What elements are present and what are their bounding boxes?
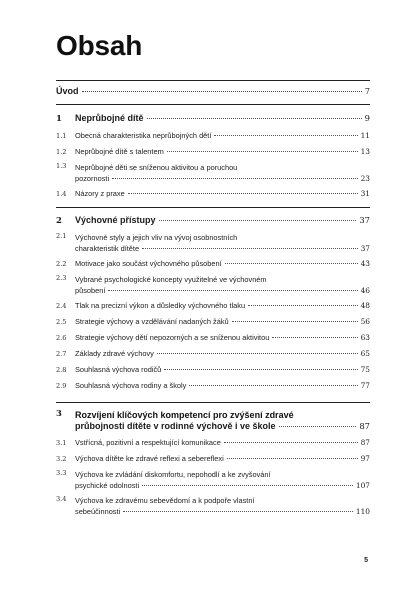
toc-section[interactable]	[56, 130, 370, 142]
toc-page-number: 48	[360, 301, 370, 310]
section-number: 2.6	[56, 334, 67, 342]
toc-section[interactable]	[56, 364, 370, 376]
toc-chapter-heading[interactable]	[56, 214, 370, 227]
section-title: Souhlasná výchova rodičů	[75, 365, 162, 374]
section-title: Tlak na precizní výkon a důsledky výchovného tlaku	[75, 301, 246, 310]
toc-page-number: 56	[360, 317, 370, 326]
section-title: Výchova ke zvládání diskomfortu, nepohodlí a ke zvyšování	[75, 470, 271, 479]
toc-section[interactable]	[56, 332, 370, 344]
chapter-title: Rozvíjení klíčových kompetencí pro zvýšení zdravé	[75, 410, 294, 420]
toc-chapter-heading[interactable]	[56, 409, 370, 432]
section-number: 2.5	[56, 318, 67, 326]
section-title-cont: psychické odolnosti	[75, 481, 140, 490]
toc-page-number: 13	[360, 147, 370, 156]
chapter-title-cont: průbojnosti dítěte v rodinné výchově i ve škole	[75, 421, 276, 431]
toc-chapter-2	[56, 214, 370, 396]
toc-section[interactable]	[56, 274, 370, 296]
section-title: Základy zdravé výchovy	[75, 349, 154, 358]
section-title: Názory z praxe	[75, 189, 125, 198]
toc-page-number: 65	[360, 349, 370, 358]
divider	[56, 104, 370, 105]
section-number: 3.1	[56, 439, 67, 447]
chapter-number: 3	[56, 409, 62, 419]
dot-leader	[159, 220, 357, 221]
toc-page-number: 87	[359, 421, 370, 431]
toc-page-number: 46	[360, 286, 370, 295]
section-number: 2.3	[56, 274, 67, 282]
divider	[56, 402, 370, 403]
toc-page-number: 107	[355, 481, 370, 490]
dot-leader	[248, 305, 358, 306]
toc-section[interactable]	[56, 495, 370, 517]
section-number: 2.2	[56, 260, 67, 268]
toc-page-number: 77	[360, 381, 370, 390]
section-title: Motivace jako součást výchovného působení	[75, 259, 222, 268]
dot-leader	[224, 442, 358, 443]
section-title: Strategie výchovy dětí nepozorných a se sníženou aktivitou	[75, 333, 270, 342]
dot-leader	[225, 263, 358, 264]
toc-section[interactable]	[56, 437, 370, 449]
toc-section[interactable]	[56, 258, 370, 270]
toc-page-number: 87	[360, 438, 370, 447]
toc-section[interactable]	[56, 316, 370, 328]
toc-page-number: 37	[359, 215, 370, 225]
section-number: 1.4	[56, 190, 67, 198]
dot-leader	[272, 337, 357, 338]
section-title: Neprůbojné děti se sníženou aktivitou a poruchou	[75, 163, 238, 172]
dot-leader	[112, 178, 357, 179]
toc-page-number: 63	[360, 333, 370, 342]
dot-leader	[214, 135, 357, 136]
toc-section[interactable]	[56, 162, 370, 184]
chapter-title: Neprůbojné dítě	[75, 113, 144, 123]
toc-page-number: 31	[360, 189, 370, 198]
chapter-title: Výchovné přístupy	[75, 215, 156, 225]
toc-section[interactable]	[56, 469, 370, 491]
toc-section[interactable]	[56, 232, 370, 254]
toc-entry-intro[interactable]	[56, 86, 370, 96]
section-number: 2.4	[56, 302, 67, 310]
divider	[56, 207, 370, 208]
toc-page-number: 7	[364, 87, 370, 96]
dot-leader	[232, 321, 358, 322]
toc-entry-title: Úvod	[56, 86, 79, 96]
section-title: Strategie výchovy a vzdělávání nadaných žáků	[75, 317, 229, 326]
section-title: Vybrané psychologické koncepty využitelné ve výchovném	[75, 275, 267, 284]
divider	[56, 80, 370, 81]
page-title: Obsah	[56, 30, 143, 61]
section-title-cont: pozornosti	[75, 174, 110, 183]
dot-leader	[108, 290, 357, 291]
toc-page-number: 97	[360, 454, 370, 463]
section-number: 1.2	[56, 148, 67, 156]
dot-leader	[167, 151, 358, 152]
section-number: 1.3	[56, 162, 67, 170]
section-number: 2.1	[56, 232, 67, 240]
section-title: Obecná charakteristika neprůbojných dětí	[75, 131, 212, 140]
dot-leader	[128, 193, 358, 194]
section-title: Souhlasná výchova rodiny a školy	[75, 381, 187, 390]
toc-section[interactable]	[56, 188, 370, 200]
dot-leader	[142, 485, 353, 486]
section-number: 3.4	[56, 495, 67, 503]
toc-section[interactable]	[56, 348, 370, 360]
toc-page-number: 23	[360, 174, 370, 183]
toc-section[interactable]	[56, 453, 370, 465]
section-title: Neprůbojné dítě s talentem	[75, 147, 164, 156]
toc-section[interactable]	[56, 380, 370, 392]
section-number: 2.8	[56, 366, 67, 374]
dot-leader	[164, 369, 357, 370]
chapter-number: 2	[56, 216, 62, 226]
dot-leader	[142, 248, 358, 249]
section-title: Vstřícná, pozitivní a respektující komunikace	[75, 438, 221, 447]
section-number: 2.7	[56, 350, 67, 358]
dot-leader	[123, 511, 353, 512]
chapter-number: 1	[56, 114, 62, 124]
dot-leader	[227, 458, 358, 459]
section-title-cont: sebeúčinnosti	[75, 507, 121, 516]
section-title-cont: působení	[75, 286, 106, 295]
dot-leader	[157, 353, 358, 354]
toc-chapter-heading[interactable]	[56, 112, 370, 125]
dot-leader	[189, 385, 357, 386]
section-number: 3.2	[56, 455, 67, 463]
section-title-cont: charakteristik dítěte	[75, 244, 140, 253]
section-title: Výchovné styly a jejich vliv na vývoj osobnostních	[75, 233, 238, 242]
toc-page-number: 110	[355, 507, 370, 516]
toc-page-number: 11	[360, 131, 370, 140]
toc-page-number: 37	[360, 244, 370, 253]
toc-page-number: 43	[360, 259, 370, 268]
section-title: Výchova ke zdravému sebevědomí a k podpoře vlastní	[75, 496, 255, 505]
toc-chapter-1	[56, 112, 370, 204]
toc-page-number: 9	[364, 113, 370, 123]
section-number: 2.9	[56, 382, 67, 390]
section-number: 3.3	[56, 469, 67, 477]
section-number: 1.1	[56, 132, 67, 140]
page-number: 5	[364, 557, 368, 564]
toc-page-number: 75	[360, 365, 370, 374]
dot-leader	[279, 426, 357, 427]
toc-chapter-3	[56, 409, 370, 521]
dot-leader	[147, 118, 362, 119]
toc-section[interactable]	[56, 146, 370, 158]
toc-section[interactable]	[56, 300, 370, 312]
section-title: Výchova dítěte ke zdravé reflexi a sebereflexi	[75, 454, 224, 463]
dot-leader	[82, 91, 362, 92]
